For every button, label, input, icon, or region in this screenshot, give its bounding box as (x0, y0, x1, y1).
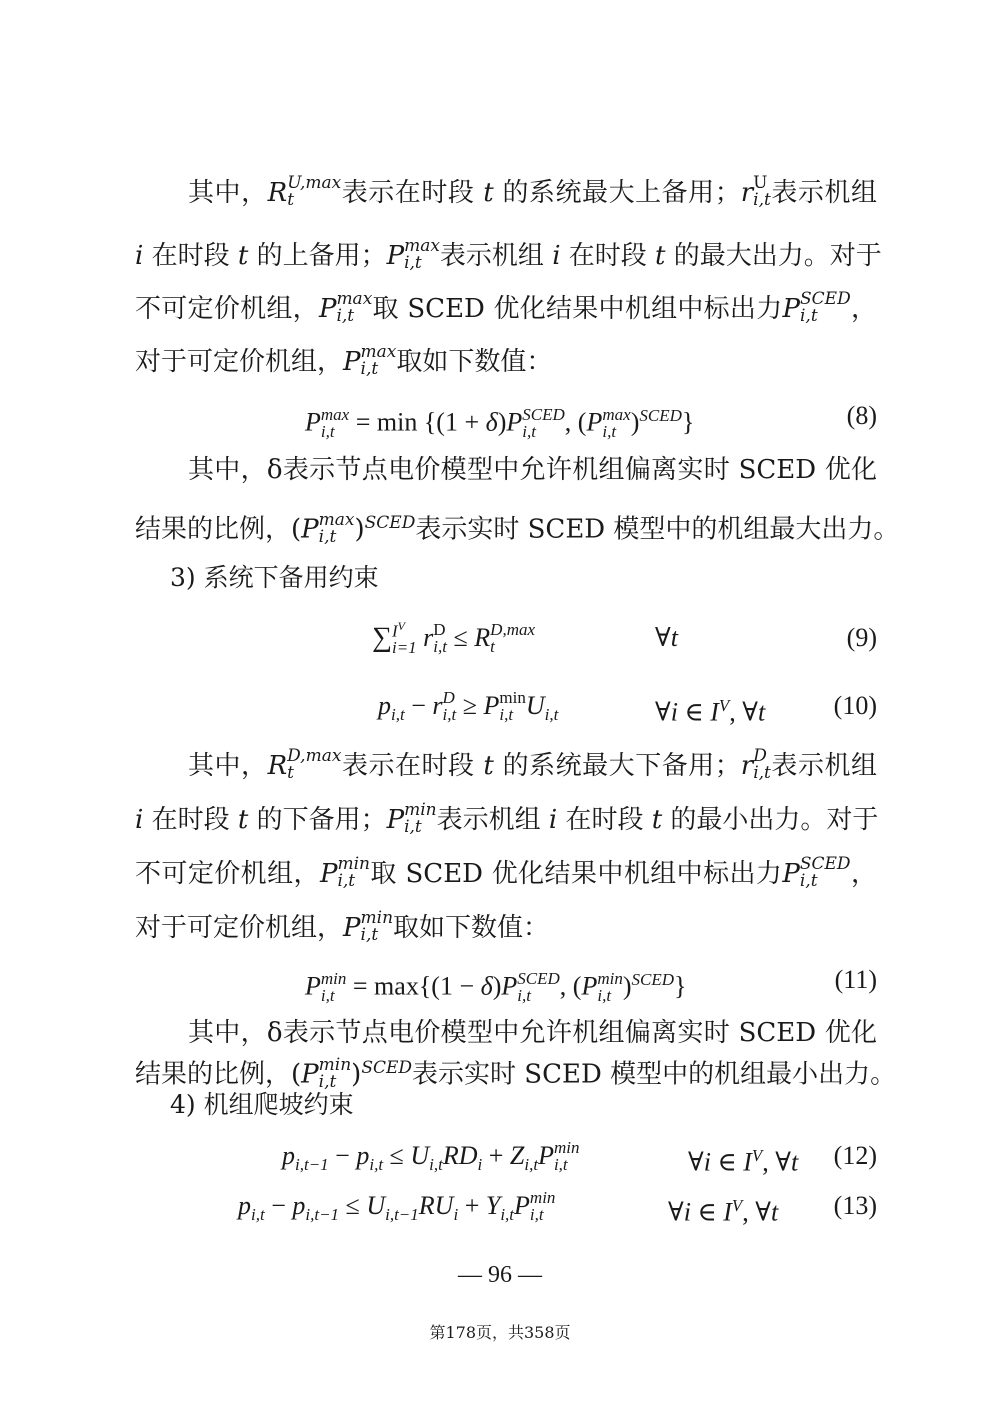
section-heading: 3) 系统下备用约束 (170, 563, 379, 592)
equation-9: ∑ $I^V$ i=1 r D i,t ≤ R D,max t (372, 618, 536, 658)
page-footer: 第178页，共358页 (429, 1323, 571, 1342)
equation-number: (11) (834, 965, 877, 994)
paragraph-line: 对于可定价机组，P min i,t 取如下数值： (135, 908, 550, 945)
forall-condition: ∀t (655, 623, 678, 652)
paragraph-line: i 在时段 t 的上备用；P max i,t 表示机组 i 在时段 t 的最大出力。对于 (135, 236, 882, 273)
equation-13: $p_{i,t} - p_{i,t-1} \le U_{i,t-1}RU_i + Y_{i,t}P$ min i,t (238, 1188, 556, 1225)
paragraph-line: 不可定价机组，P min i,t 取 SCED 优化结果中机组中标出力P SCED i,t ， (135, 854, 877, 891)
equation-12: $p_{i,t-1} - p_{i,t} \le U_{i,t}RD_i + Z_{i,t}P$ min i,t (282, 1138, 580, 1175)
paragraph-line: 不可定价机组，P max i,t 取 SCED 优化结果中机组中标出力P SCED i,t ， (135, 289, 877, 326)
paragraph-line: i 在时段 t 的下备用；P min i,t 表示机组 i 在时段 t 的最小出力。对于 (135, 800, 879, 837)
forall-condition: ∀i ∈ $I^V$, ∀t (668, 1196, 779, 1227)
page-number: — 96 — (458, 1262, 542, 1288)
paragraph-line: 其中，δ表示节点电价模型中允许机组偏离实时 SCED 优化 (188, 1018, 877, 1048)
equation-number: (9) (846, 623, 877, 652)
forall-condition: ∀i ∈ $I^V$, ∀t (655, 696, 766, 727)
paragraph-line: 其中，δ表示节点电价模型中允许机组偏离实时 SCED 优化 (188, 455, 877, 485)
paragraph-line: 其中，R D,max t 表示在时段 t 的系统最大下备用；r D i,t 表示机组 (188, 746, 877, 783)
paragraph-line: 结果的比例，(P min i,t )$^{SCED}$表示实时 SCED 模型中的机组最小出力。 (135, 1054, 897, 1092)
equation-number: (8) (846, 401, 877, 430)
paragraph-line: 对于可定价机组，P max i,t 取如下数值： (135, 342, 553, 379)
equation-8: P max i,t = min {(1 + δ)P SCED i,t , (P max i,t )$^{SCED}$} (305, 404, 695, 441)
equation-number: (13) (833, 1191, 877, 1220)
equation-number: (12) (833, 1141, 877, 1170)
paragraph-line: 其中，R U,max t 表示在时段 t 的系统最大上备用；r U i,t 表示机组 (188, 173, 877, 210)
text: 其中， (188, 178, 268, 208)
equation-10: $p_{i,t} - r$ D i,t ≥ P min i,t $U_{i,t}$ (378, 688, 559, 725)
forall-condition: ∀i ∈ $I^V$, ∀t (688, 1146, 799, 1177)
equation-number: (10) (833, 691, 877, 720)
paragraph-line: 结果的比例，(P max i,t )$^{SCED}$表示实时 SCED 模型中的机组最大出力。 (135, 509, 900, 547)
equation-11: P min i,t = max{(1 − δ)P SCED i,t , (P min i,t )$^{SCED}$} (305, 968, 687, 1005)
section-heading: 4) 机组爬坡约束 (170, 1090, 354, 1119)
